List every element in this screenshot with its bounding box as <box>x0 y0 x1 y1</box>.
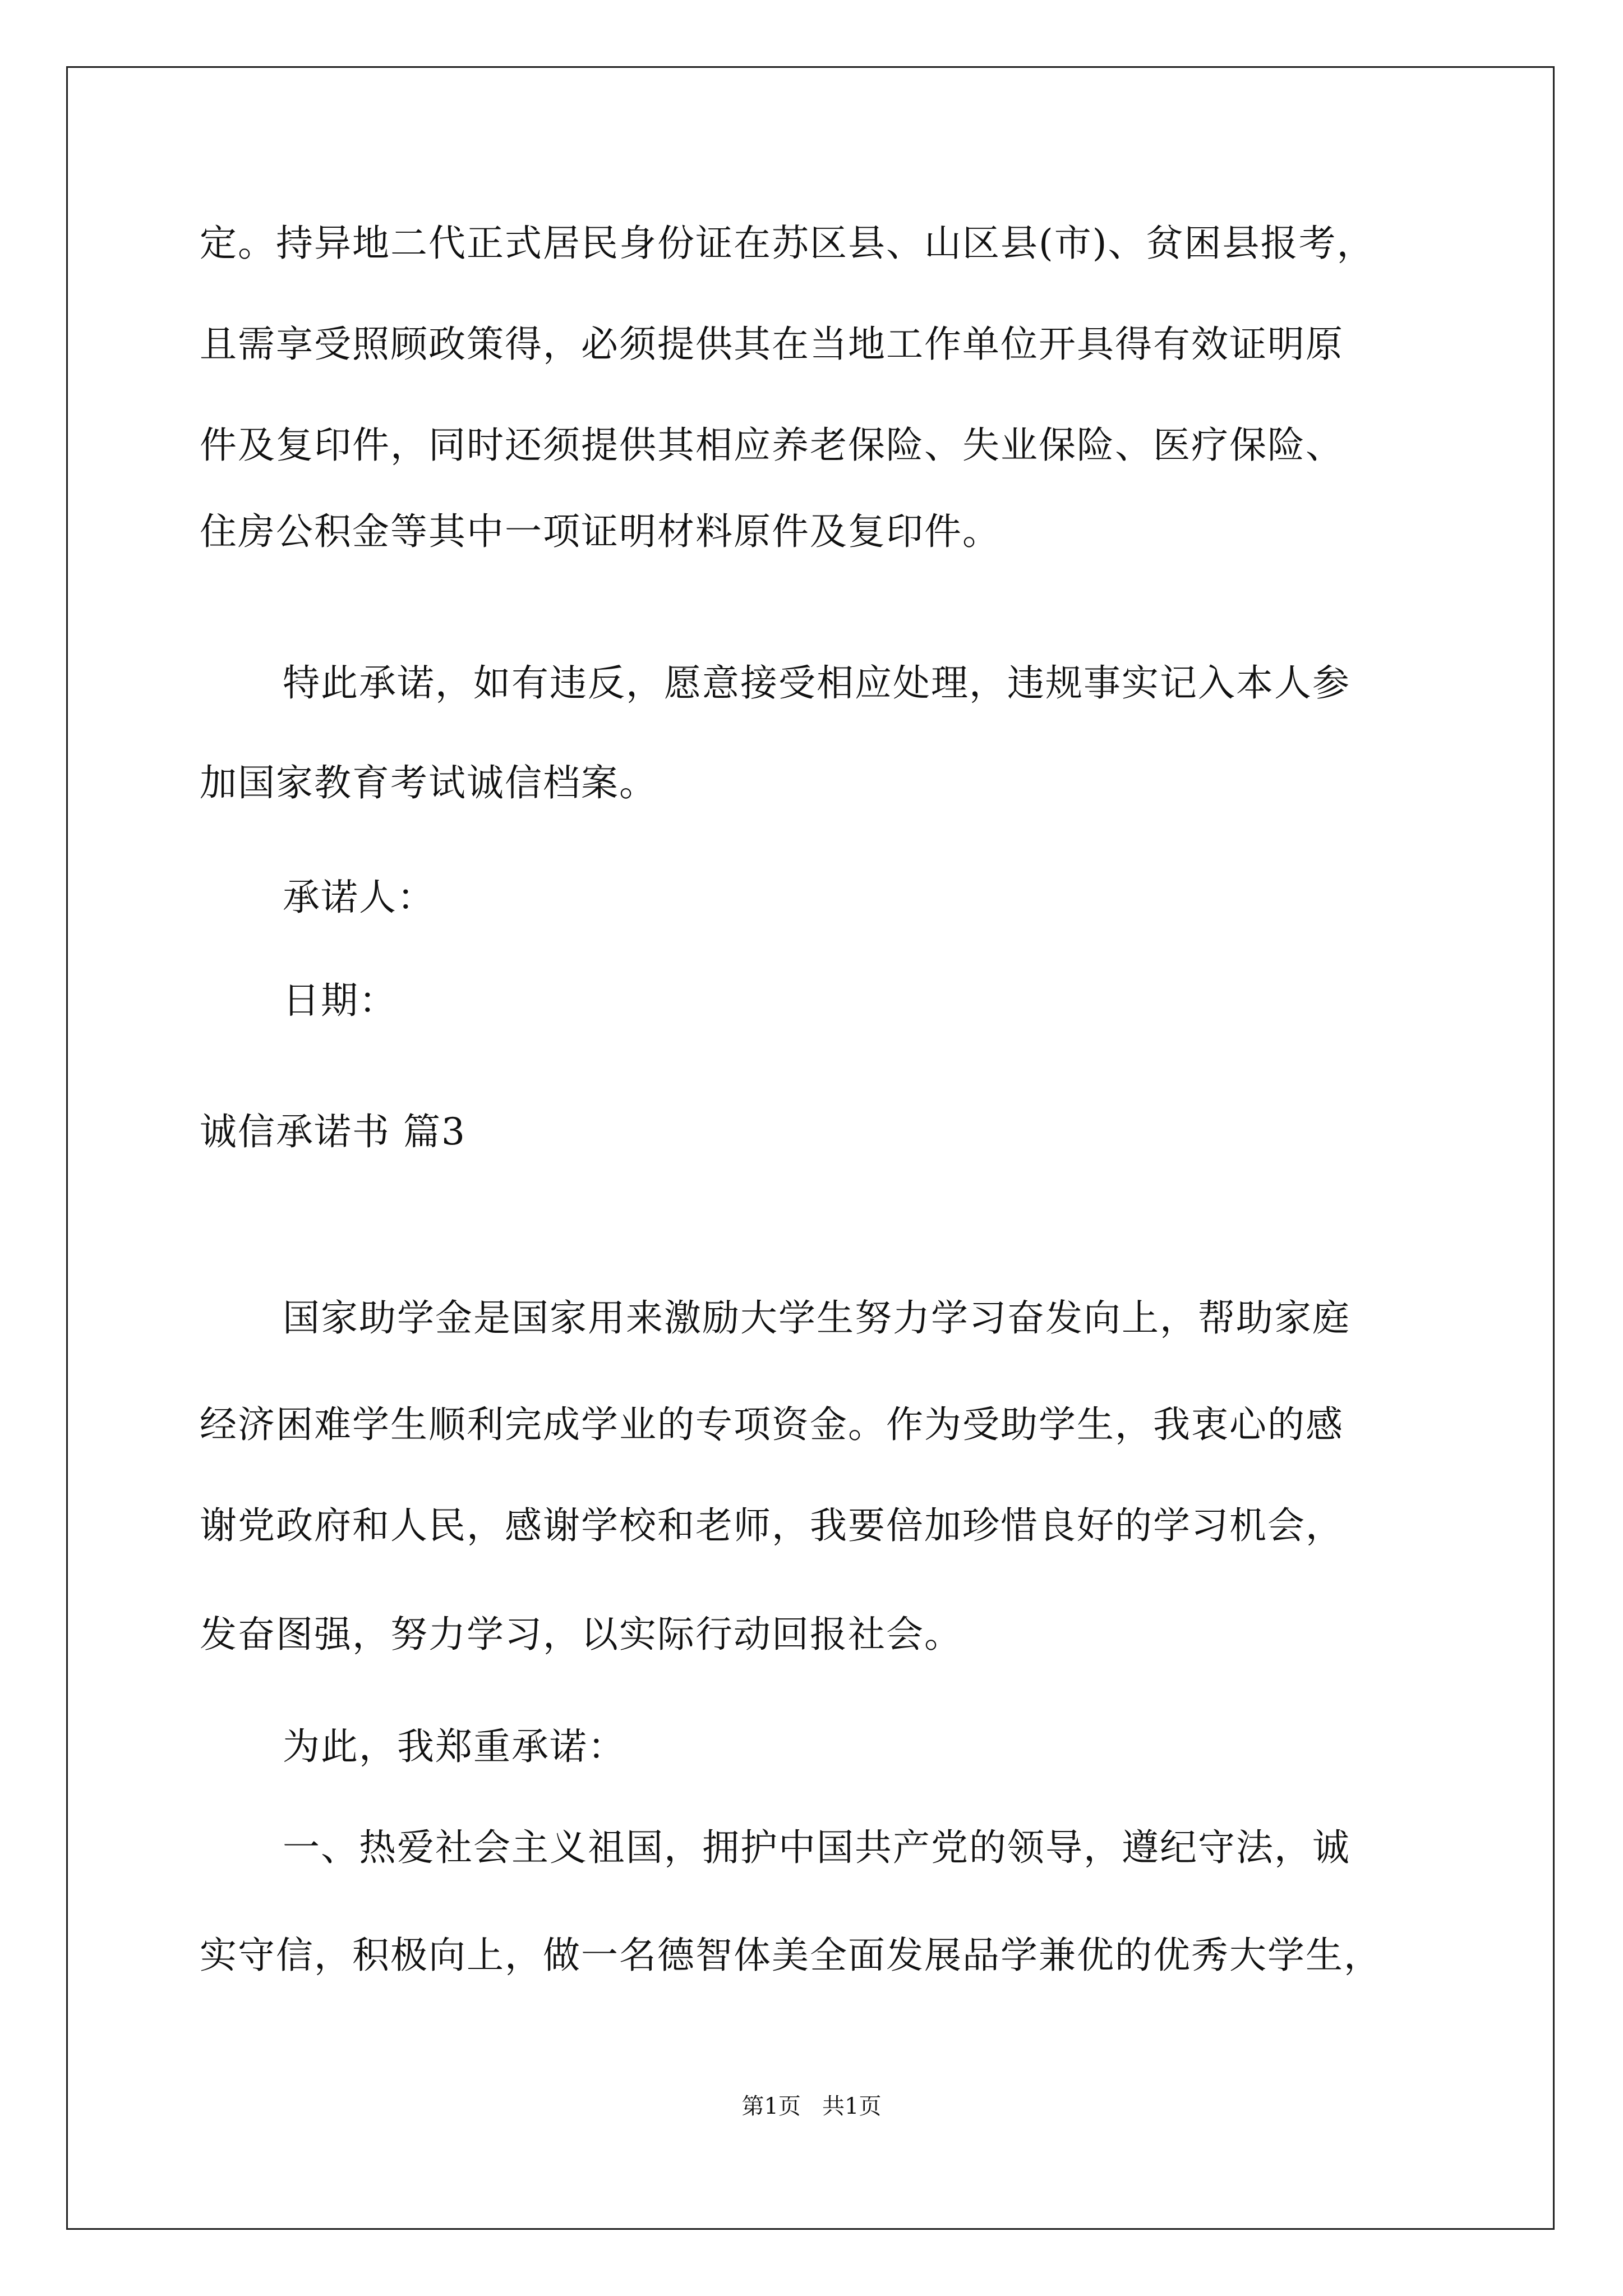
section-heading: 诚信承诺书 篇3 <box>200 1110 466 1153</box>
paragraph-line-6: 加国家教育考试诚信档案。 <box>200 761 657 804</box>
paragraph-line-12: 一、热爱社会主义祖国，拥护中国共产党的领导，遵纪守法，诚 <box>283 1826 1350 1869</box>
page-footer: 第1页 共1页 <box>741 2093 882 2119</box>
paragraph-line-11: 为此，我郑重承诺： <box>283 1725 626 1768</box>
paragraph-line-13: 实守信，积极向上，做一名德智体美全面发展品学兼优的优秀大学生， <box>200 1934 1382 1977</box>
paragraph-line-4: 住房公积金等其中一项证明材料原件及复印件。 <box>200 510 1000 553</box>
signatory-label: 承诺人： <box>283 876 435 919</box>
paragraph-line-3: 件及复印件，同时还须提供其相应养老保险、失业保险、医疗保险、 <box>200 424 1344 467</box>
paragraph-line-9: 谢党政府和人民，感谢学校和老师，我要倍加珍惜良好的学习机会， <box>200 1504 1344 1547</box>
paragraph-line-2: 且需享受照顾政策得，必须提供其在当地工作单位开具得有效证明原 <box>200 323 1344 366</box>
paragraph-line-5: 特此承诺，如有违反，愿意接受相应处理，违规事实记入本人参 <box>283 661 1350 705</box>
paragraph-line-7: 国家助学金是国家用来激励大学生努力学习奋发向上，帮助家庭 <box>283 1296 1350 1340</box>
paragraph-line-8: 经济困难学生顺利完成学业的专项资金。作为受助学生，我衷心的感 <box>200 1403 1344 1446</box>
date-label: 日期： <box>283 979 397 1022</box>
paragraph-line-10: 发奋图强，努力学习，以实际行动回报社会。 <box>200 1613 962 1656</box>
paragraph-line-1: 定。持异地二代正式居民身份证在苏区县、山区县(市)、贫困县报考， <box>200 222 1375 265</box>
